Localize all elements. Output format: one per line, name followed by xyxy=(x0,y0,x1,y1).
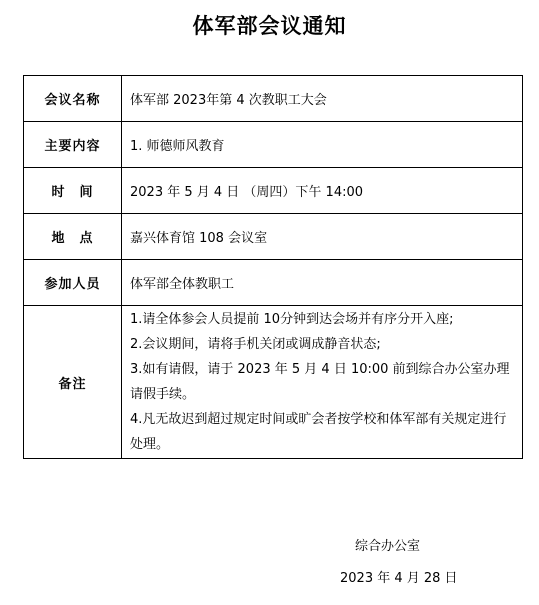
table-row-attendees xyxy=(24,260,523,306)
row-label-location: 地 点 xyxy=(24,214,122,260)
footer-date: 2023 年 4 月 28 日 xyxy=(340,571,458,586)
row-value-time: 2023 年 5 月 4 日 （周四）下午 14:00 xyxy=(122,168,523,214)
table-row-location xyxy=(24,214,523,260)
row-label-time: 时 间 xyxy=(24,168,122,214)
row-label-meeting-name: 会议名称 xyxy=(24,76,122,122)
row-value-attendees: 体军部全体教职工 xyxy=(122,260,523,306)
note-item-4: 4.凡无故迟到超过规定时间或旷会者按学校和体军部有关规定进行处理。 xyxy=(130,412,507,452)
row-label-attendees: 参加人员 xyxy=(24,260,122,306)
row-value-notes xyxy=(122,306,523,459)
footer-office: 综合办公室 xyxy=(355,539,421,554)
table-row-meeting-name xyxy=(24,76,523,122)
notice-table xyxy=(23,75,523,459)
table-row-main-content xyxy=(24,122,523,168)
document-title: 体军部会议通知 xyxy=(192,14,347,38)
row-label-main-content: 主要内容 xyxy=(24,122,122,168)
row-value-location: 嘉兴体育馆 108 会议室 xyxy=(122,214,523,260)
table-row-notes xyxy=(24,306,523,459)
row-label-notes: 备注 xyxy=(24,306,122,459)
note-item-1: 1.请全体参会人员提前 10分钟到达会场并有序分开入座; xyxy=(130,312,454,327)
row-value-meeting-name: 体军部 2023年第 4 次教职工大会 xyxy=(122,76,523,122)
row-value-main-content: 1. 师德师风教育 xyxy=(122,122,523,168)
table-row-time xyxy=(24,168,523,214)
note-item-3: 3.如有请假，请于 2023 年 5 月 4 日 10:00 前到综合办公室办理请假手续。 xyxy=(130,362,510,402)
note-item-2: 2.会议期间，请将手机关闭或调成静音状态; xyxy=(130,337,381,352)
